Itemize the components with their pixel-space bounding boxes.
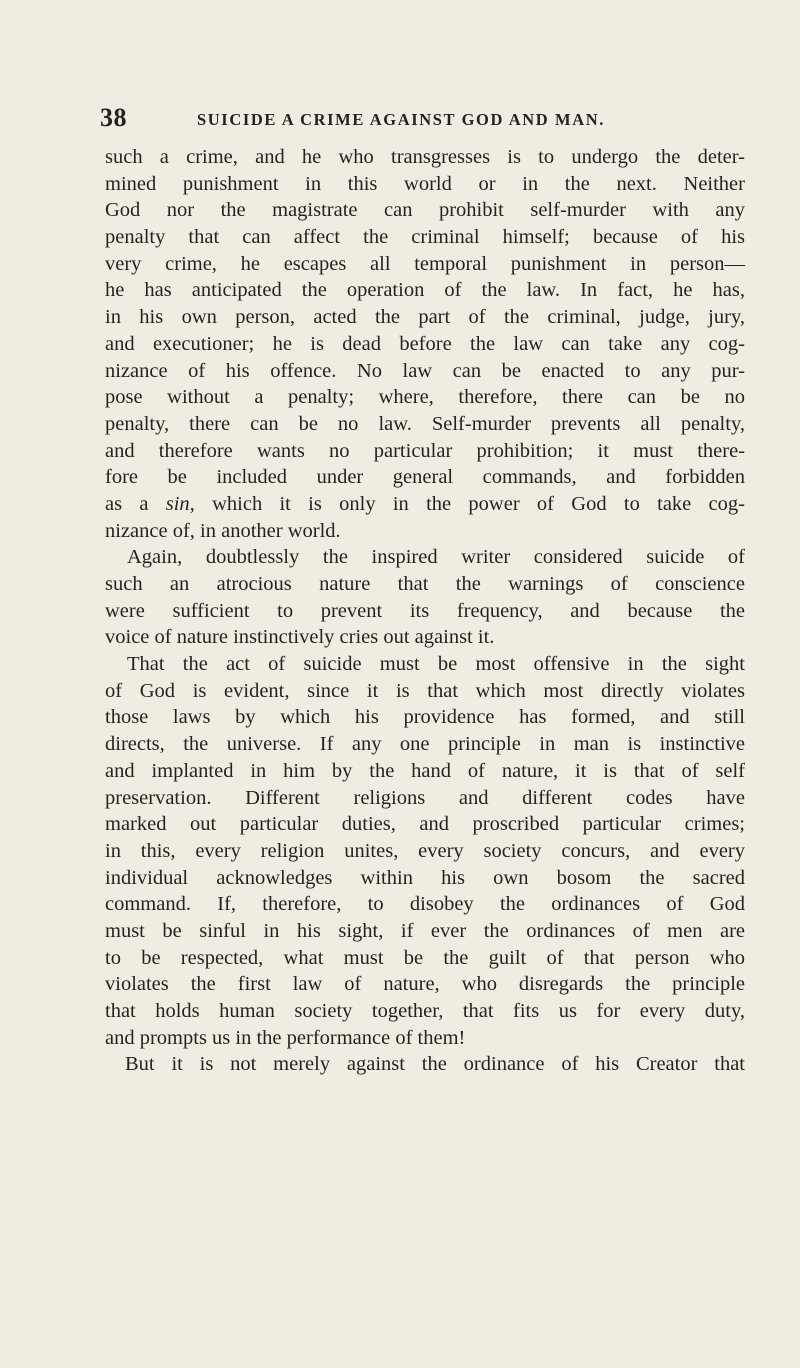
text-line: marked out particular duties, and proscribed particular crimes; xyxy=(105,813,745,836)
text-line: preservation. Different religions and different codes have xyxy=(105,786,745,809)
page-header xyxy=(100,103,740,135)
text-line: must be sinful in his sight, if ever the ordinances of men are xyxy=(105,919,745,942)
text-line: penalty that can affect the criminal himself; because of his xyxy=(105,226,745,249)
text-line: that holds human society together, that fits us for every duty, xyxy=(105,1000,745,1022)
text-line: nizance of his offence. No law can be enacted to any pur- xyxy=(105,359,745,382)
text-line: and executioner; he is dead before the law can take any cog- xyxy=(105,332,745,355)
text-line: and implanted in him by the hand of nature, it is that of self xyxy=(105,759,745,782)
text-line: individual acknowledges within his own bosom the sacred xyxy=(105,866,745,889)
text-line: very crime, he escapes all temporal punishment in person— xyxy=(105,252,745,275)
text-line: he has anticipated the operation of the law. In fact, he has, xyxy=(105,279,745,302)
text-line: voice of nature instinctively cries out against it. xyxy=(105,626,495,649)
text-line: of God is evident, since it is that which most directly violates xyxy=(105,679,745,702)
text-line: and prompts us in the performance of them! xyxy=(105,1026,466,1049)
text-line: nizance of, in another world. xyxy=(105,519,341,542)
text-line: were sufficient to prevent its frequency, and because the xyxy=(105,599,745,622)
emphasis-word: sin, xyxy=(165,492,195,515)
text-line: fore be included under general commands, and forbidden xyxy=(105,466,745,489)
text-line: such a crime, and he who transgresses is to undergo the deter- xyxy=(105,146,745,168)
text-line: in his own person, acted the part of the criminal, judge, jury, xyxy=(105,306,745,329)
text-line: penalty, there can be no law. Self-murder prevents all penalty, xyxy=(105,412,745,435)
text-line: command. If, therefore, to disobey the ordinances of God xyxy=(105,893,745,916)
body-text xyxy=(105,144,745,1078)
running-title: SUICIDE A CRIME AGAINST GOD AND MAN. xyxy=(197,110,605,129)
text-line: violates the first law of nature, who disregards the principle xyxy=(105,973,745,996)
text-line xyxy=(105,491,745,518)
paragraph-first-line: Again, doubtlessly the inspired writer considered suicide of xyxy=(127,546,745,569)
text-line: those laws by which his providence has formed, and still xyxy=(105,706,745,729)
text-line: mined punishment in this world or in the next. Neither xyxy=(105,172,745,195)
text-line: in this, every religion unites, every society concurs, and every xyxy=(105,839,745,862)
page-number: 38 xyxy=(100,103,127,132)
paragraph-first-line: That the act of suicide must be most offensive in the sight xyxy=(127,653,745,676)
text-line: pose without a penalty; where, therefore, there can be no xyxy=(105,386,745,409)
text-line: directs, the universe. If any one principle in man is instinctive xyxy=(105,733,745,756)
text-segment: as a xyxy=(105,492,166,515)
paragraph-first-line: But it is not merely against the ordinance of his Creator that xyxy=(125,1053,745,1076)
text-line: God nor the magistrate can prohibit self-murder with any xyxy=(105,199,745,222)
text-segment: which it is only in the power of God to take cog- xyxy=(194,492,745,515)
text-line: to be respected, what must be the guilt of that person who xyxy=(105,946,745,969)
text-line: such an atrocious nature that the warnings of conscience xyxy=(105,573,745,595)
text-line: and therefore wants no particular prohibition; it must there- xyxy=(105,439,745,462)
